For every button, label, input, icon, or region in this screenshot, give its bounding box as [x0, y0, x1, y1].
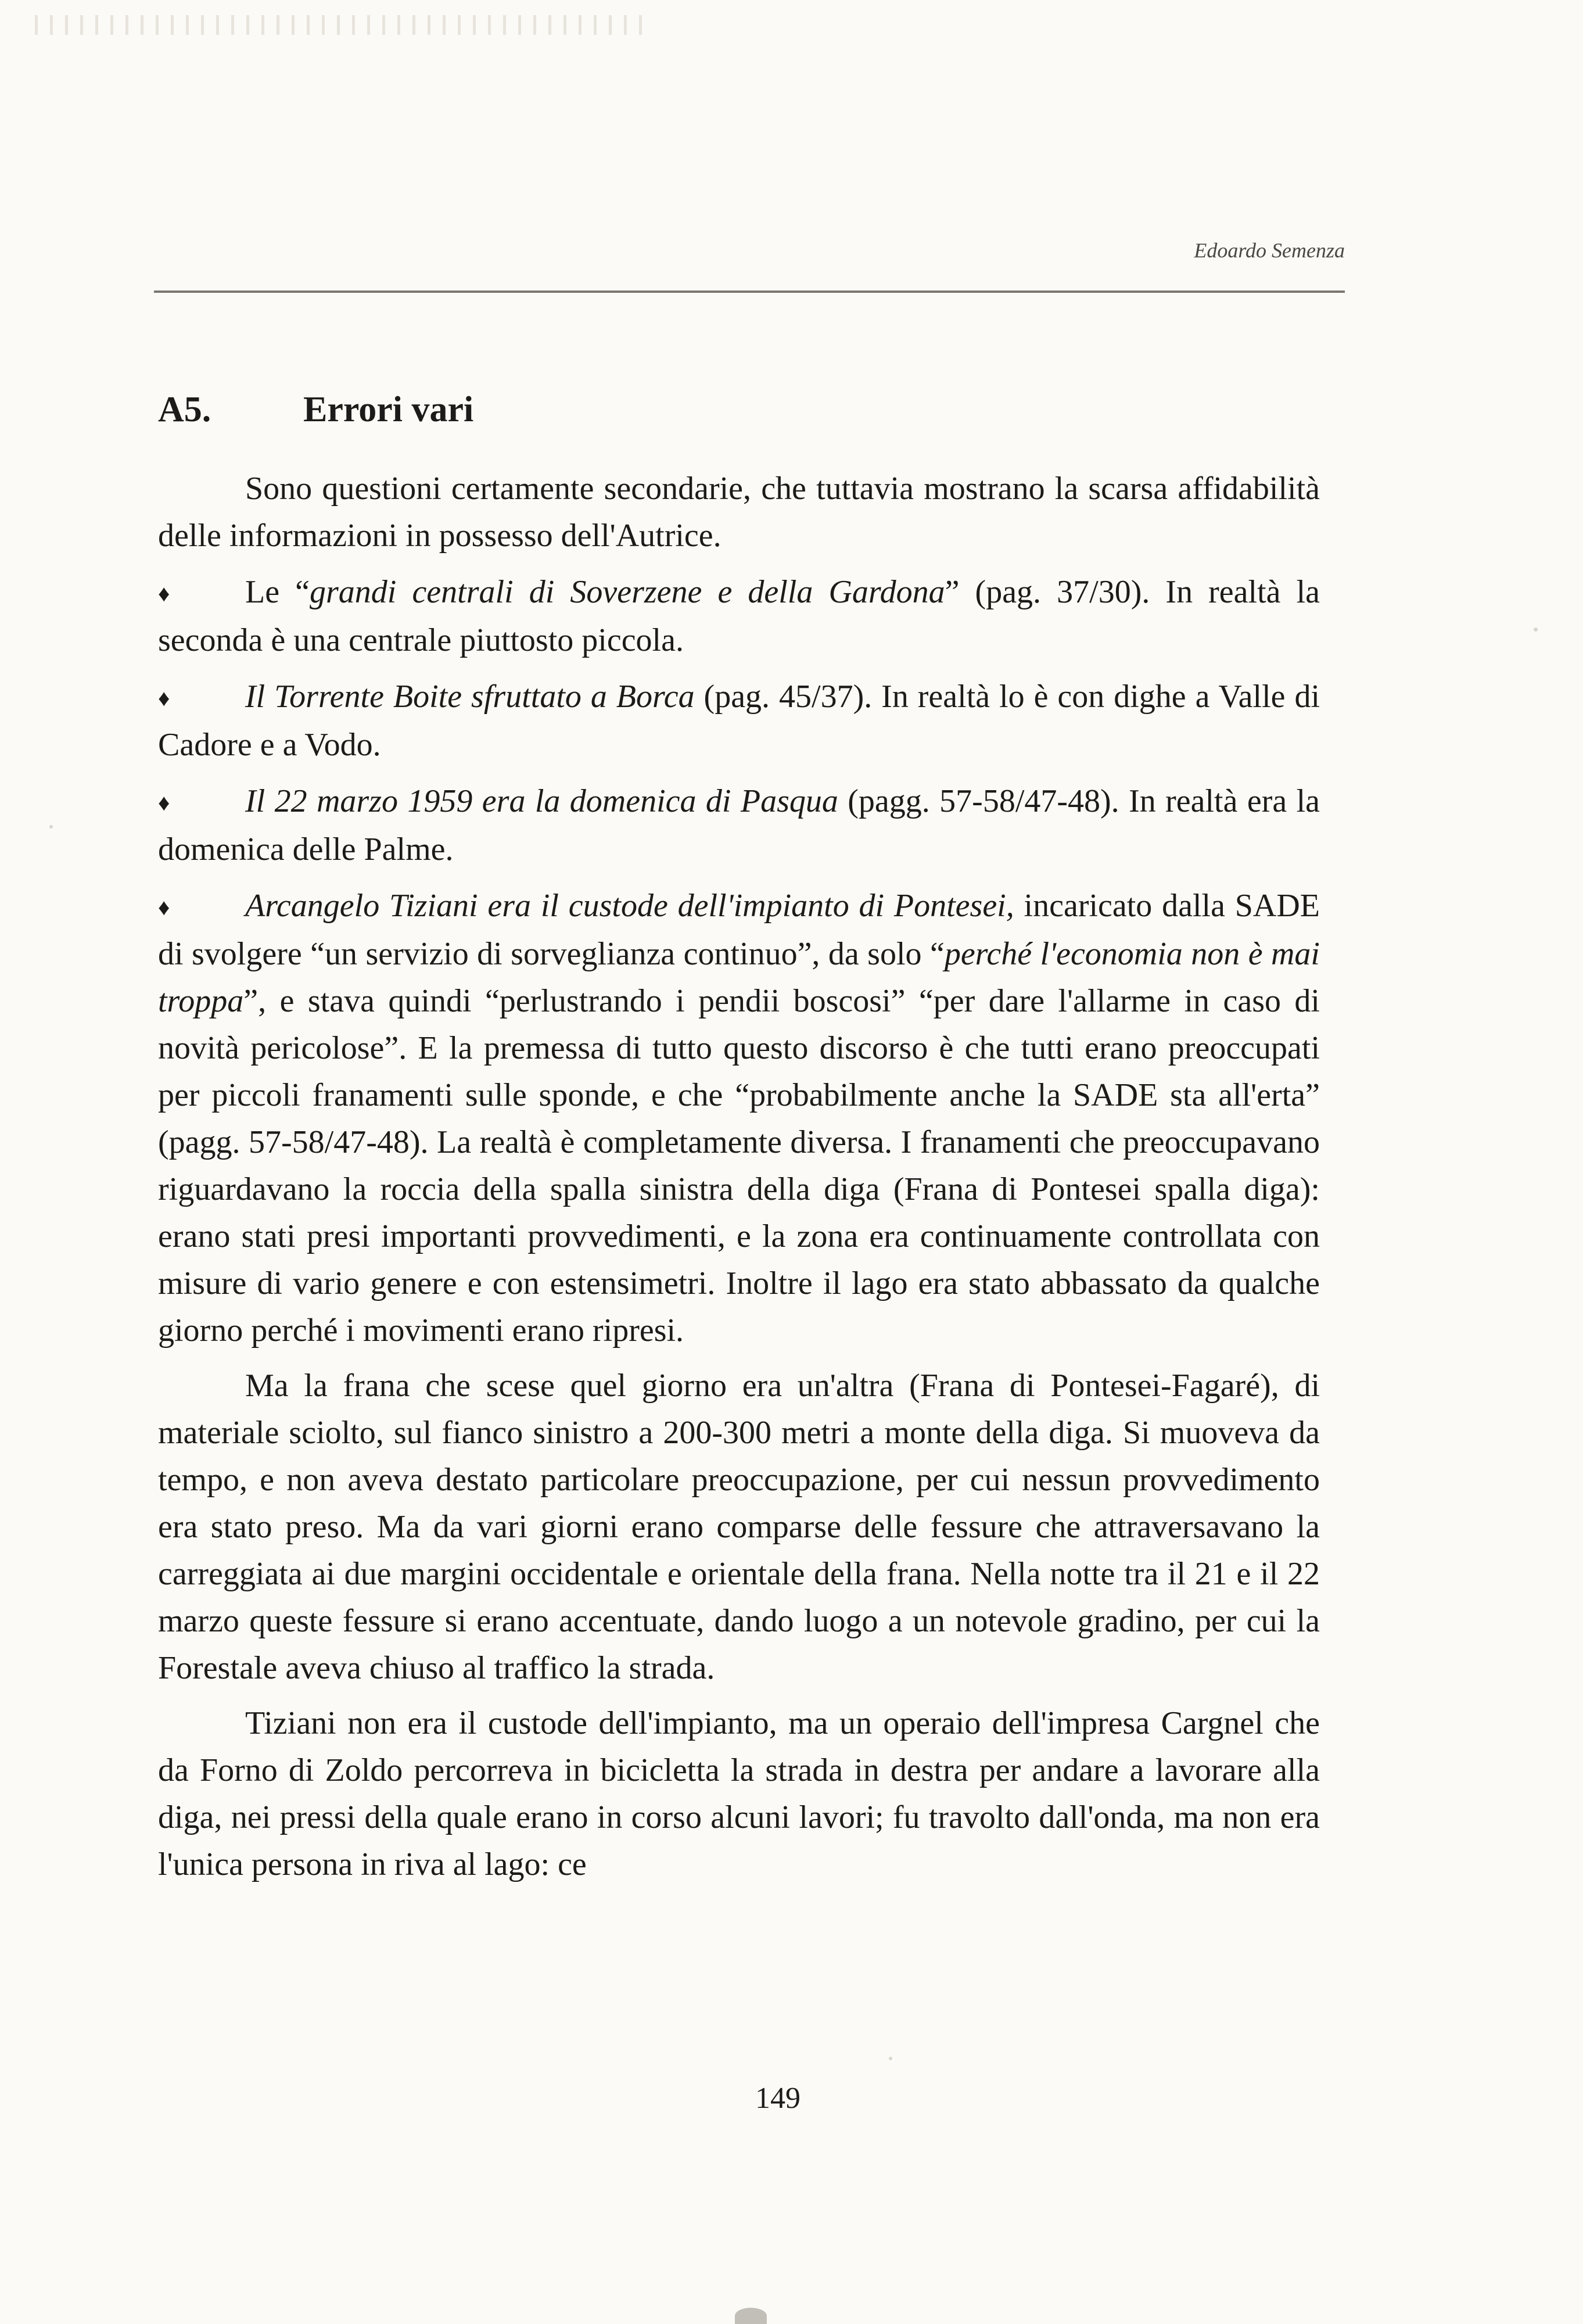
body-paragraph: Tiziani non era il custode dell'impianto, ma un operaio dell'impresa Cargnel che da Forno di Zoldo percorreva in bicicletta la strada in destra per andare a lavorare alla diga, nei pressi della quale erano in corso alcuni lavori; fu travolto dall'onda, ma non era l'unica persona in riva al lago: ce — [158, 1705, 1320, 1882]
list-item — [158, 673, 1320, 769]
item-quote: Arcangelo Tiziani era il custode dell'impianto di Pontesei, — [245, 888, 1014, 924]
list-item — [158, 883, 1320, 1354]
running-head: Edoardo Semenza — [1194, 239, 1345, 262]
diamond-bullet-icon: ♦ — [158, 685, 170, 711]
body-paragraph: Ma la frana che scese quel giorno era un'altra (Frana di Pontesei-Fagaré), di materiale sciolto, sul fianco sinistro a 200-300 metri a monte della diga. Si muoveva da tempo, e non aveva destato particolare preoccupazione, per cui nessun provvedimento era stato preso. Ma da vari giorni erano comparse delle fessure che attraversavano la carreggiata ai due margini occidentale e orientale della frana. Nella notte tra il 21 e il 22 marzo queste fessure si erano accentuate, dando luogo a un notevole gradino, per cui la Forestale aveva chiuso al traffico la strada. — [158, 1368, 1320, 1686]
diamond-bullet-icon: ♦ — [158, 894, 170, 920]
item-comment: ” (pag. 37/30). In realtà la seconda è una centrale piuttosto piccola. — [158, 574, 1320, 658]
paper-speck — [889, 2057, 892, 2060]
section-title: Errori vari — [303, 390, 474, 429]
list-item — [158, 778, 1320, 873]
item-lead: Le “ — [245, 574, 310, 610]
item-text: ”, e stava quindi “perlustrando i pendii boscosi” “per dare l'allarme in caso di novità pericolose”. E la premessa di tutto questo discorso è che tutti erano preoccupati per piccoli franamenti sulle sponde, e che “probabilmente anche la SADE sta all'erta” (pagg. 57-58/47-48). La realtà è completamente diversa. I franamenti che preoccupavano riguardavano la roccia della spalla sinistra della diga (Frana di Pontesei spalla diga): erano stati presi importanti provvedimenti, e la zona era continuamente controllata con misure di vario genere e con estensimetri. Inoltre il lago era stato abbassato da qualche giorno perché i movimenti erano ripresi. — [158, 983, 1320, 1349]
item-quote: Il Torrente Boite sfruttato a Borca — [245, 679, 695, 715]
header-rule — [154, 290, 1345, 293]
list-item — [158, 569, 1320, 664]
item-quote: grandi centrali di Soverzene e della Gardona — [310, 574, 945, 610]
paper-speck — [1534, 627, 1538, 632]
page-number: 149 — [755, 2082, 801, 2115]
page-body — [158, 389, 1320, 1888]
item-quote: perché l'economia non è mai troppa — [158, 936, 1320, 1019]
bleed-through-marks — [35, 15, 651, 35]
intro-paragraph: Sono questioni certamente secondarie, che tuttavia mostrano la scarsa affidabilità delle informazioni in possesso dell'Autrice. — [158, 471, 1320, 554]
diamond-bullet-icon: ♦ — [158, 580, 170, 607]
section-heading — [158, 389, 1320, 431]
diamond-bullet-icon: ♦ — [158, 790, 170, 816]
item-comment: (pagg. 57-58/47-48). In realtà era la domenica delle Palme. — [158, 783, 1320, 867]
section-number: A5. — [158, 390, 211, 429]
bottom-edge-mark — [735, 2308, 767, 2324]
item-comment: (pag. 45/37). In realtà lo è con dighe a Valle di Cadore e a Vodo. — [158, 679, 1320, 763]
item-text: incaricato dalla SADE di svolgere “un servizio di sorveglianza continuo”, da solo “ — [158, 888, 1320, 972]
paper-speck — [49, 825, 53, 829]
item-quote: Il 22 marzo 1959 era la domenica di Pasqua — [245, 783, 838, 819]
